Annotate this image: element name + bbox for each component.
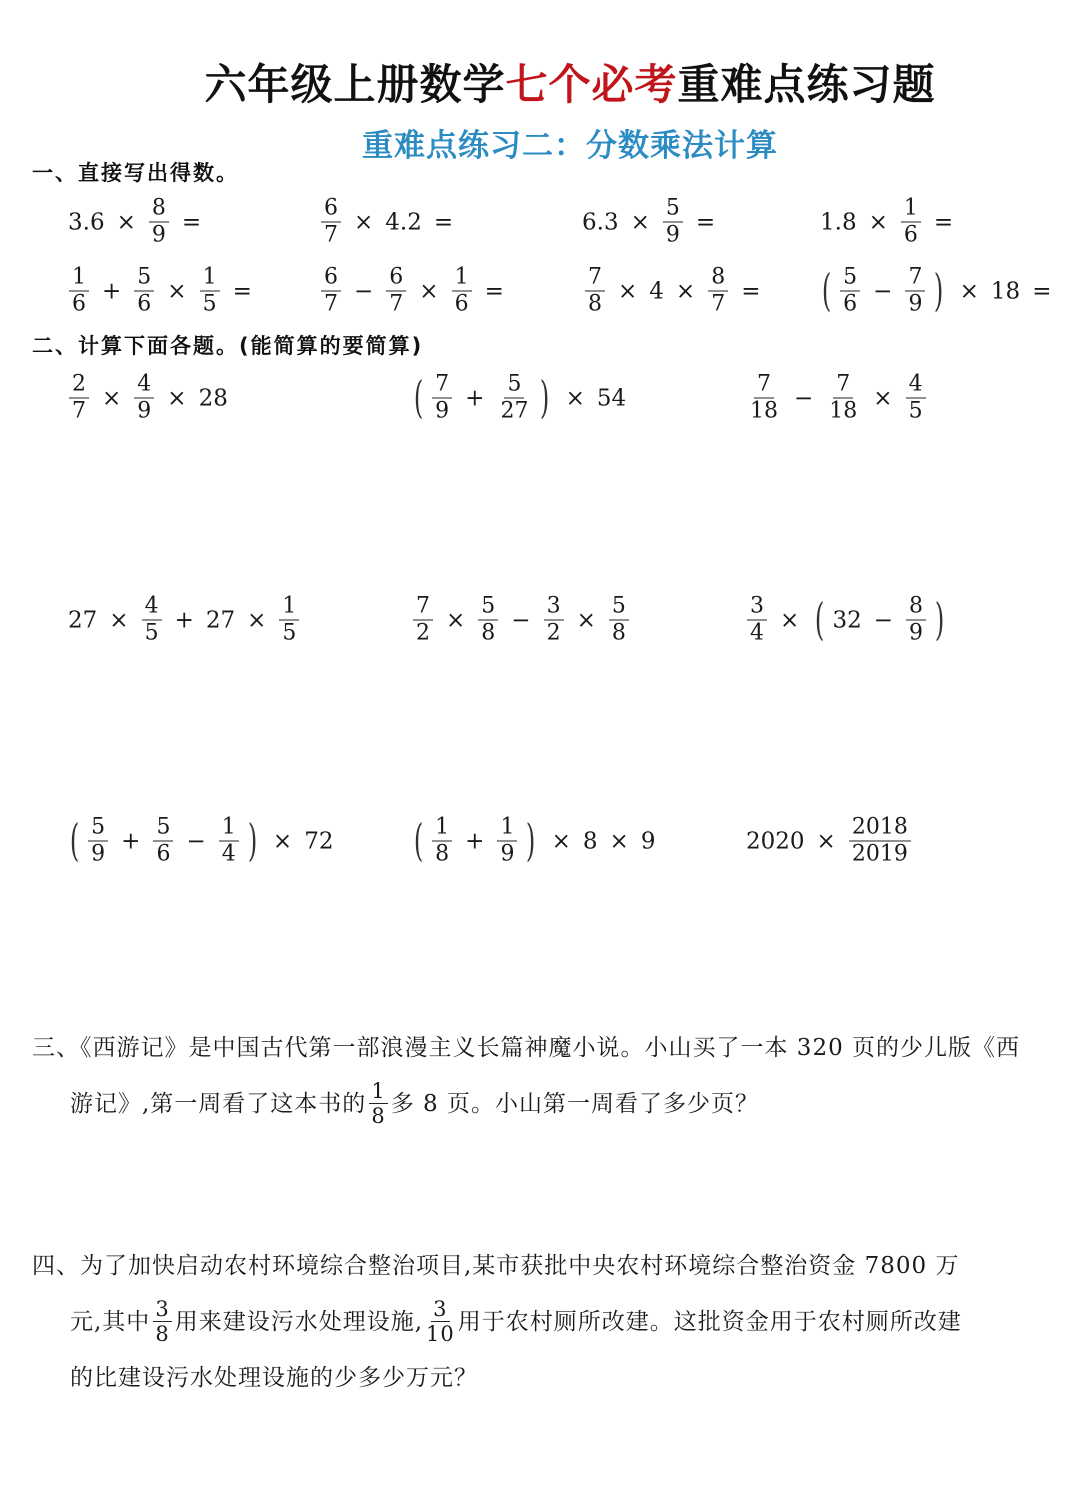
- page-subtitle: 重难点练习二：分数乘法计算: [362, 128, 778, 164]
- s2-r3-expr2: [408, 815, 657, 868]
- fraction: [142, 594, 162, 647]
- s2-r2-expr1: [66, 594, 302, 647]
- operator: ×: [675, 278, 696, 304]
- equals-sign: =: [484, 278, 504, 304]
- operand: 6.3: [582, 209, 619, 235]
- denominator: 8: [155, 1321, 170, 1346]
- operand: 8: [582, 828, 598, 854]
- left-paren: (: [413, 372, 424, 423]
- s1-r1-expr3: [580, 196, 725, 249]
- fraction: [321, 196, 341, 249]
- fraction: [544, 594, 564, 647]
- denominator: 6: [72, 291, 86, 317]
- section4-line2: [32, 1294, 1052, 1350]
- denominator: 10: [426, 1321, 455, 1346]
- equals-sign: =: [933, 209, 954, 235]
- numerator: 1: [452, 265, 472, 292]
- operator: ×: [618, 278, 638, 304]
- numerator: 5: [609, 594, 629, 621]
- operand: 72: [304, 828, 334, 854]
- operand: 9: [640, 828, 656, 854]
- denominator: 4: [750, 620, 764, 646]
- s2-r1-expr1: [66, 372, 230, 425]
- denominator: 9: [909, 620, 924, 646]
- section4-line1: 四、为了加快启动农村环境综合整治项目,某市获批中央农村环境综合整治资金 7800 万: [32, 1253, 960, 1279]
- s1-r1-expr4: [818, 196, 963, 249]
- left-paren: (: [821, 265, 832, 316]
- right-paren: ): [247, 815, 258, 866]
- fraction: [497, 372, 531, 425]
- denominator: 9: [151, 222, 166, 248]
- fraction: [901, 196, 921, 249]
- numerator: 5: [153, 815, 173, 842]
- operator: ×: [873, 385, 893, 411]
- denominator: 9: [91, 841, 106, 867]
- fraction: [452, 265, 472, 318]
- operator: ×: [630, 209, 650, 235]
- denominator: 6: [137, 291, 152, 317]
- text: 游记》,第一周看了这本书的: [70, 1091, 367, 1117]
- numerator: 8: [906, 594, 926, 621]
- fraction: [747, 372, 781, 425]
- section1-heading: 一、直接写出得数。: [32, 161, 239, 185]
- denominator: 8: [481, 620, 496, 646]
- section4-problem: [32, 1238, 1052, 1406]
- operator: +: [121, 828, 141, 854]
- operator: ×: [816, 828, 836, 854]
- fraction: [153, 815, 173, 868]
- page-title: [0, 52, 1080, 112]
- fraction: [708, 265, 728, 318]
- operator: ×: [868, 209, 888, 235]
- right-paren: ): [934, 594, 945, 645]
- denominator: 5: [144, 620, 159, 646]
- operator: ×: [102, 385, 122, 411]
- s2-r2-expr2: [410, 594, 632, 647]
- numerator: 3: [747, 594, 767, 621]
- right-paren: ): [540, 372, 550, 423]
- title-highlight: 七个必考: [505, 60, 678, 109]
- operator: ×: [959, 278, 979, 304]
- numerator: 8: [708, 265, 728, 292]
- fraction: [200, 265, 220, 318]
- s2-r1-expr3: [744, 372, 929, 425]
- equals-sign: =: [232, 278, 252, 304]
- denominator: 7: [324, 291, 338, 317]
- s1-r2-expr3: [582, 265, 770, 318]
- numerator: 3: [155, 1296, 170, 1321]
- operator: ×: [354, 209, 374, 235]
- numerator: 4: [142, 594, 162, 621]
- numerator: 3: [544, 594, 564, 621]
- operator: ×: [167, 278, 187, 304]
- fraction: [153, 1297, 171, 1346]
- fraction: [840, 265, 860, 318]
- fraction: [747, 594, 767, 647]
- numerator: 1: [200, 265, 220, 292]
- fraction: [88, 815, 108, 868]
- fraction: [69, 372, 89, 425]
- denominator: 7: [711, 291, 726, 317]
- fraction: [386, 265, 406, 318]
- s2-r2-expr3: [744, 594, 950, 647]
- section2-heading: 二、计算下面各题。(能简算的要简算): [32, 334, 424, 358]
- fraction: [497, 815, 517, 868]
- numerator: 2: [69, 372, 89, 399]
- operator: ×: [576, 607, 596, 633]
- equals-sign: =: [433, 209, 454, 235]
- numerator: 7: [432, 372, 452, 399]
- operand: 27: [68, 607, 98, 633]
- numerator: 6: [321, 196, 341, 223]
- operand: 4: [649, 278, 664, 304]
- fraction: [663, 196, 683, 249]
- numerator: 5: [478, 594, 498, 621]
- numerator: 5: [134, 265, 154, 292]
- numerator: 1: [219, 815, 239, 842]
- s2-r3-expr1: [64, 815, 335, 868]
- operator: ×: [446, 607, 466, 633]
- operator: ×: [116, 209, 136, 235]
- right-paren: ): [934, 265, 944, 316]
- text: 用于农村厕所改建。这批资金用于农村厕所改建: [457, 1309, 962, 1335]
- s1-r2-expr1: [66, 265, 262, 318]
- numerator: 4: [134, 372, 154, 399]
- equals-sign: =: [741, 278, 761, 304]
- fraction: [219, 815, 239, 868]
- fraction: [149, 196, 169, 249]
- operator: ×: [551, 828, 571, 854]
- equals-sign: =: [1032, 278, 1052, 304]
- equals-sign: =: [695, 209, 716, 235]
- numerator: 5: [663, 196, 683, 223]
- denominator: 2: [546, 620, 561, 646]
- numerator: 4: [906, 372, 926, 399]
- operand: 2020: [746, 828, 805, 854]
- operator: ×: [609, 828, 629, 854]
- fraction: [585, 265, 605, 318]
- numerator: 2018: [849, 815, 911, 842]
- denominator: 7: [389, 291, 404, 317]
- operator: −: [873, 607, 894, 633]
- section3-line2: [32, 1076, 1052, 1132]
- operator: −: [873, 278, 893, 304]
- left-paren: (: [413, 815, 424, 866]
- operand: 3.6: [68, 209, 105, 235]
- s2-r3-expr3: [744, 815, 914, 868]
- equals-sign: =: [181, 209, 202, 235]
- fraction: [478, 594, 498, 647]
- operator: −: [794, 385, 814, 411]
- operator: ×: [780, 607, 800, 633]
- fraction: [279, 594, 299, 647]
- operator: ×: [167, 385, 187, 411]
- numerator: 3: [433, 1296, 448, 1321]
- denominator: 8: [588, 291, 602, 317]
- denominator: 6: [454, 291, 469, 317]
- denominator: 8: [371, 1103, 386, 1128]
- denominator: 6: [843, 291, 858, 317]
- numerator: 6: [321, 265, 341, 292]
- fraction: [69, 265, 89, 318]
- fraction: [905, 265, 925, 318]
- numerator: 1: [69, 265, 89, 292]
- numerator: 1: [901, 196, 921, 223]
- denominator: 2: [416, 620, 430, 646]
- fraction: [432, 372, 452, 425]
- fraction: [426, 1297, 455, 1346]
- title-part3: 重难点练习题: [677, 60, 936, 109]
- operand: 32: [832, 607, 862, 633]
- numerator: 1: [279, 594, 299, 621]
- s2-r1-expr2: [408, 372, 628, 425]
- numerator: 7: [754, 372, 774, 399]
- section4-line3: 的比建设污水处理设施的少多少万元？: [70, 1365, 478, 1391]
- numerator: 1: [432, 815, 452, 842]
- fraction: [906, 594, 926, 647]
- fraction: [413, 594, 433, 647]
- denominator: 2019: [851, 841, 908, 867]
- numerator: 7: [905, 265, 925, 292]
- numerator: 8: [149, 196, 169, 223]
- operand: 28: [198, 385, 228, 411]
- text: 用来建设污水处理设施,: [174, 1309, 423, 1335]
- text: 元,其中: [70, 1309, 151, 1335]
- denominator: 9: [908, 291, 923, 317]
- numerator: 5: [504, 372, 524, 399]
- operator: +: [465, 828, 485, 854]
- operator: −: [511, 607, 531, 633]
- operator: ×: [109, 607, 129, 633]
- denominator: 9: [500, 841, 515, 867]
- numerator: 7: [413, 594, 433, 621]
- denominator: 9: [435, 398, 450, 424]
- operator: ×: [565, 385, 585, 411]
- fraction: [134, 265, 154, 318]
- denominator: 7: [324, 222, 338, 248]
- left-paren: (: [69, 815, 80, 866]
- denominator: 8: [611, 620, 626, 646]
- numerator: 7: [585, 265, 605, 292]
- denominator: 18: [750, 398, 778, 424]
- operator: ×: [247, 607, 267, 633]
- right-paren: ): [526, 815, 536, 866]
- denominator: 6: [156, 841, 171, 867]
- denominator: 5: [908, 398, 923, 424]
- s1-r2-expr4: [816, 265, 1061, 318]
- denominator: 9: [665, 222, 680, 248]
- fraction: [826, 372, 860, 425]
- fraction: [609, 594, 629, 647]
- denominator: 27: [500, 398, 529, 424]
- operator: +: [174, 607, 194, 633]
- operand: 18: [990, 278, 1021, 304]
- s1-r1-expr1: [66, 196, 211, 249]
- denominator: 6: [903, 222, 918, 248]
- operator: ×: [419, 278, 439, 304]
- numerator: 1: [497, 815, 517, 842]
- denominator: 9: [137, 398, 152, 424]
- denominator: 4: [221, 841, 236, 867]
- s1-r2-expr2: [318, 265, 514, 318]
- operand: 27: [205, 607, 236, 633]
- fraction: [134, 372, 154, 425]
- numerator: 5: [840, 265, 860, 292]
- operand: 4.2: [385, 209, 422, 235]
- operator: ×: [272, 828, 293, 854]
- text: 多 8 页。小山第一周看了多少页？: [390, 1091, 759, 1117]
- fraction: [321, 265, 341, 318]
- operand: 1.8: [820, 209, 857, 235]
- fraction: [849, 815, 911, 868]
- operand: 54: [596, 385, 627, 411]
- denominator: 7: [72, 398, 86, 424]
- title-part1: 六年级上册数学: [204, 60, 506, 109]
- denominator: 8: [435, 841, 450, 867]
- numerator: 5: [88, 815, 108, 842]
- left-paren: (: [815, 594, 825, 645]
- operator: −: [354, 278, 374, 304]
- numerator: 1: [371, 1078, 386, 1103]
- fraction: [369, 1079, 387, 1128]
- s1-r1-expr2: [318, 196, 463, 249]
- denominator: 5: [282, 620, 297, 646]
- section3-line1: 三、《西游记》是中国古代第一部浪漫主义长篇神魔小说。小山买了一本 320 页的少儿版《西: [32, 1035, 1021, 1061]
- fraction: [906, 372, 926, 425]
- section3-problem: [32, 1020, 1052, 1132]
- denominator: 18: [829, 398, 858, 424]
- numerator: 7: [833, 372, 853, 399]
- operator: +: [102, 278, 122, 304]
- fraction: [432, 815, 452, 868]
- operator: +: [465, 385, 485, 411]
- denominator: 5: [202, 291, 217, 317]
- numerator: 6: [386, 265, 406, 292]
- operator: −: [186, 828, 206, 854]
